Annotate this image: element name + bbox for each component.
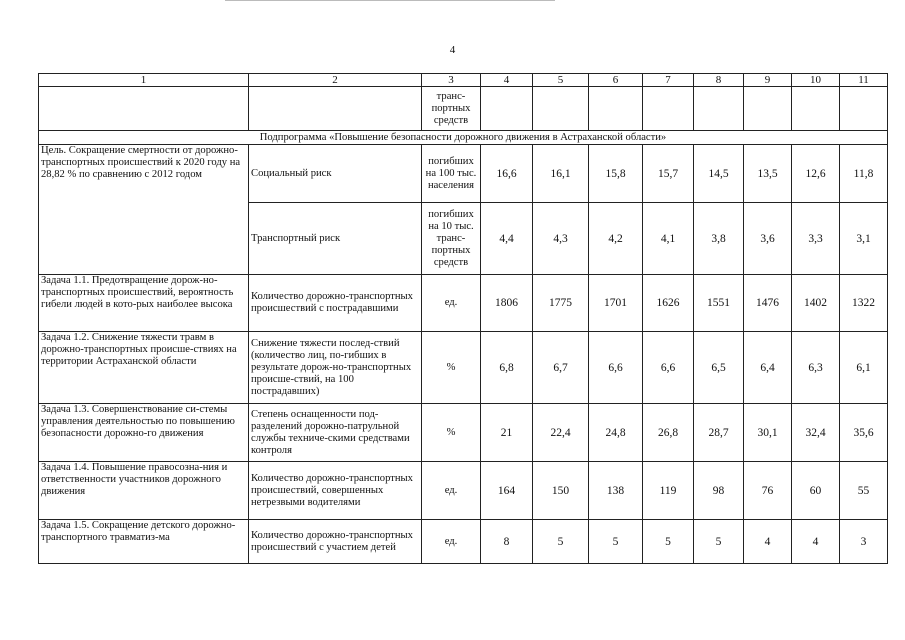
empty-cell bbox=[39, 87, 249, 131]
value-cell: 1476 bbox=[744, 275, 792, 332]
value-cell: 5 bbox=[643, 520, 694, 564]
value-cell: 1701 bbox=[589, 275, 643, 332]
value-cell: 28,7 bbox=[694, 404, 744, 462]
table-row bbox=[39, 145, 888, 203]
value-cell: 8 bbox=[481, 520, 533, 564]
value-cell: 6,8 bbox=[481, 332, 533, 404]
value-cell: 4 bbox=[792, 520, 840, 564]
task-cell: Задача 1.2. Снижение тяжести травм в дорожно-транспортных происше-ствиях на территории Астраханской области bbox=[39, 332, 249, 404]
indicator-cell: Социальный риск bbox=[249, 145, 422, 203]
value-cell: 60 bbox=[792, 462, 840, 520]
value-cell: 3,3 bbox=[792, 203, 840, 275]
value-cell: 6,6 bbox=[643, 332, 694, 404]
value-cell: 13,5 bbox=[744, 145, 792, 203]
value-cell: 164 bbox=[481, 462, 533, 520]
value-cell: 1626 bbox=[643, 275, 694, 332]
header-cell: 2 bbox=[249, 74, 422, 87]
unit-cell: % bbox=[422, 332, 481, 404]
value-cell: 6,1 bbox=[840, 332, 888, 404]
value-cell: 1402 bbox=[792, 275, 840, 332]
empty-cell bbox=[643, 87, 694, 131]
empty-cell bbox=[249, 87, 422, 131]
value-cell: 6,6 bbox=[589, 332, 643, 404]
header-cell: 8 bbox=[694, 74, 744, 87]
header-cell: 6 bbox=[589, 74, 643, 87]
empty-cell bbox=[792, 87, 840, 131]
empty-cell bbox=[481, 87, 533, 131]
unit-cell: ед. bbox=[422, 520, 481, 564]
value-cell: 14,5 bbox=[694, 145, 744, 203]
value-cell: 5 bbox=[589, 520, 643, 564]
value-cell: 1806 bbox=[481, 275, 533, 332]
value-cell: 6,4 bbox=[744, 332, 792, 404]
header-cell: 4 bbox=[481, 74, 533, 87]
table-row bbox=[39, 404, 888, 462]
task-cell: Задача 1.4. Повышение правосозна-ния и ответственности участников дорожного движения bbox=[39, 462, 249, 520]
section-row bbox=[39, 131, 888, 145]
value-cell: 3,6 bbox=[744, 203, 792, 275]
goal-cell: Цель. Сокращение смертности от дорожно-транспортных происшествий к 2020 году на 28,82 % по сравнению с 2012 годом bbox=[39, 145, 249, 275]
indicator-cell: Количество дорожно-транспортных происшествий с пострадавшими bbox=[249, 275, 422, 332]
value-cell: 30,1 bbox=[744, 404, 792, 462]
value-cell: 16,6 bbox=[481, 145, 533, 203]
section-title: Подпрограмма «Повышение безопасности дорожного движения в Астраханской области» bbox=[39, 131, 888, 145]
indicator-cell: Снижение тяжести послед-ствий (количество лиц, по-гибших в результате дорож-но-транспортных происше-ствий, на 100 пострадавших) bbox=[249, 332, 422, 404]
value-cell: 55 bbox=[840, 462, 888, 520]
indicator-cell: Степень оснащенности под-разделений дорожно-патрульной службы техниче-скими средствами контроля bbox=[249, 404, 422, 462]
value-cell: 3 bbox=[840, 520, 888, 564]
empty-cell bbox=[533, 87, 589, 131]
unit-cell: транс-портных средств bbox=[422, 87, 481, 131]
value-cell: 3,1 bbox=[840, 203, 888, 275]
unit-cell: ед. bbox=[422, 462, 481, 520]
unit-cell: % bbox=[422, 404, 481, 462]
value-cell: 11,8 bbox=[840, 145, 888, 203]
value-cell: 119 bbox=[643, 462, 694, 520]
value-cell: 16,1 bbox=[533, 145, 589, 203]
header-cell: 10 bbox=[792, 74, 840, 87]
value-cell: 3,8 bbox=[694, 203, 744, 275]
value-cell: 15,7 bbox=[643, 145, 694, 203]
table-row bbox=[39, 332, 888, 404]
value-cell: 138 bbox=[589, 462, 643, 520]
table-row bbox=[39, 275, 888, 332]
task-cell: Задача 1.3. Совершенствование си-стемы управления деятельностью по повышению безопасности дорожно-го движения bbox=[39, 404, 249, 462]
unit-cell: погибших на 100 тыс. населения bbox=[422, 145, 481, 203]
value-cell: 4,1 bbox=[643, 203, 694, 275]
value-cell: 6,7 bbox=[533, 332, 589, 404]
unit-cell: ед. bbox=[422, 275, 481, 332]
indicators-table bbox=[38, 73, 888, 564]
value-cell: 4,2 bbox=[589, 203, 643, 275]
table-row bbox=[39, 520, 888, 564]
task-cell: Задача 1.5. Сокращение детского дорожно-транспортного травматиз-ма bbox=[39, 520, 249, 564]
value-cell: 4,4 bbox=[481, 203, 533, 275]
value-cell: 4,3 bbox=[533, 203, 589, 275]
value-cell: 6,3 bbox=[792, 332, 840, 404]
scan-edge-line bbox=[225, 0, 555, 1]
value-cell: 15,8 bbox=[589, 145, 643, 203]
header-cell: 11 bbox=[840, 74, 888, 87]
page-number: 4 bbox=[449, 44, 456, 56]
value-cell: 5 bbox=[694, 520, 744, 564]
unit-cell: погибших на 10 тыс. транс-портных средств bbox=[422, 203, 481, 275]
value-cell: 6,5 bbox=[694, 332, 744, 404]
value-cell: 12,6 bbox=[792, 145, 840, 203]
value-cell: 1551 bbox=[694, 275, 744, 332]
value-cell: 1775 bbox=[533, 275, 589, 332]
empty-cell bbox=[840, 87, 888, 131]
header-cell: 9 bbox=[744, 74, 792, 87]
header-cell: 7 bbox=[643, 74, 694, 87]
header-cell: 3 bbox=[422, 74, 481, 87]
value-cell: 35,6 bbox=[840, 404, 888, 462]
value-cell: 76 bbox=[744, 462, 792, 520]
empty-cell bbox=[744, 87, 792, 131]
task-cell: Задача 1.1. Предотвращение дорож-но-транспортных происшествий, вероятность гибели людей в кото-рых наиболее высока bbox=[39, 275, 249, 332]
value-cell: 32,4 bbox=[792, 404, 840, 462]
value-cell: 22,4 bbox=[533, 404, 589, 462]
empty-cell bbox=[694, 87, 744, 131]
value-cell: 24,8 bbox=[589, 404, 643, 462]
indicator-cell: Количество дорожно-транспортных происшествий с участием детей bbox=[249, 520, 422, 564]
table-row bbox=[39, 462, 888, 520]
header-cell: 5 bbox=[533, 74, 589, 87]
header-row bbox=[39, 74, 888, 87]
indicator-cell: Транспортный риск bbox=[249, 203, 422, 275]
value-cell: 4 bbox=[744, 520, 792, 564]
value-cell: 21 bbox=[481, 404, 533, 462]
header-cell: 1 bbox=[39, 74, 249, 87]
continuation-row bbox=[39, 87, 888, 131]
value-cell: 98 bbox=[694, 462, 744, 520]
value-cell: 5 bbox=[533, 520, 589, 564]
value-cell: 150 bbox=[533, 462, 589, 520]
empty-cell bbox=[589, 87, 643, 131]
indicator-cell: Количество дорожно-транспортных происшествий, совершенных нетрезвыми водителями bbox=[249, 462, 422, 520]
value-cell: 1322 bbox=[840, 275, 888, 332]
value-cell: 26,8 bbox=[643, 404, 694, 462]
